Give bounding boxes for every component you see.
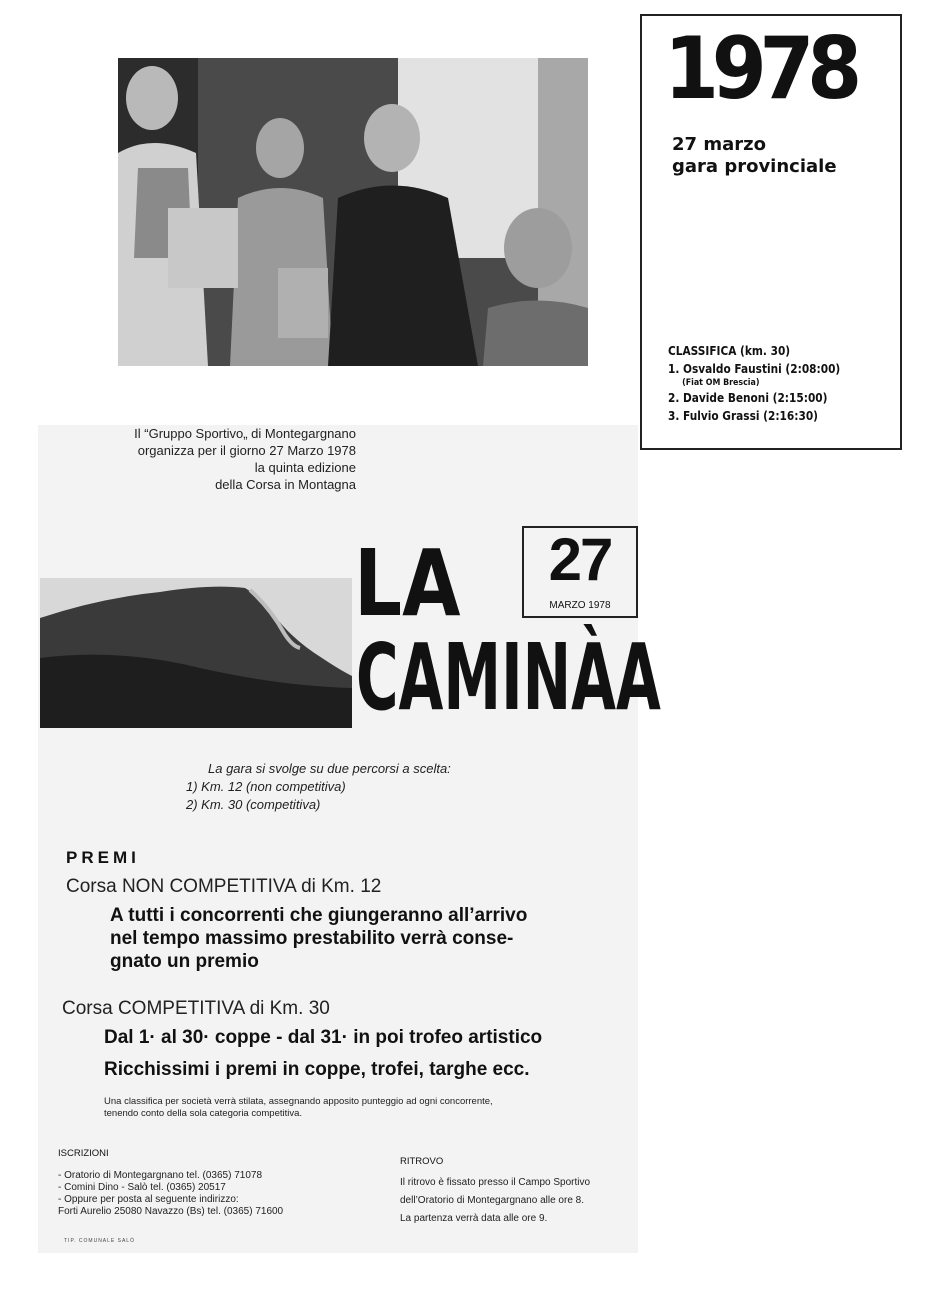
intro-line: Il “Gruppo Sportivo„ di Montegargnano bbox=[134, 426, 356, 441]
registration-item: - Oppure per posta al seguente indirizzo: bbox=[58, 1194, 239, 1205]
printer-credit: TIP. COMUNALE SALÒ bbox=[64, 1238, 135, 1244]
note-line: Una classifica per società verrà stilata, assegnando apposito punteggio ad ogni concorrente, bbox=[104, 1096, 493, 1107]
classifica-list bbox=[668, 342, 840, 425]
registration-item: - Comini Dino - Salò tel. (0365) 20517 bbox=[58, 1182, 226, 1193]
prizes-heading: PREMI bbox=[66, 848, 140, 867]
event-subtitle bbox=[672, 134, 837, 178]
body-line: nel tempo massimo prestabilito verrà conse- bbox=[110, 928, 514, 949]
meeting-line: La partenza verrà data alle ore 9. bbox=[400, 1213, 548, 1224]
body-line: gnato un premio bbox=[110, 951, 259, 972]
non-competitive-body bbox=[110, 904, 650, 973]
mountain-photo bbox=[40, 578, 352, 728]
year-heading: 1978 bbox=[664, 19, 855, 119]
event-type: gara provinciale bbox=[672, 156, 837, 177]
body-line: Ricchissimi i premi in coppe, trofei, targhe ecc. bbox=[104, 1059, 530, 1080]
date-month: MARZO 1978 bbox=[549, 600, 611, 611]
result-row: 2. Davide Benoni (2:15:00) bbox=[668, 391, 828, 405]
intro-line: organizza per il giorno 27 Marzo 1978 bbox=[137, 443, 356, 458]
result-row: 3. Fulvio Grassi (2:16:30) bbox=[668, 409, 819, 423]
title-line-1: LA bbox=[354, 530, 461, 637]
routes-heading: La gara si svolge su due percorsi a scelta: bbox=[208, 761, 451, 776]
meeting-line: dell’Oratorio di Montegargnano alle ore 8. bbox=[400, 1195, 584, 1206]
group-photo bbox=[118, 58, 588, 366]
note-line: tenendo conto della sola categoria competitiva. bbox=[104, 1108, 303, 1119]
route-item: 1) Km. 12 (non competitiva) bbox=[186, 779, 346, 794]
result-team: (Fiat OM Brescia) bbox=[682, 378, 760, 388]
route-item: 2) Km. 30 (competitiva) bbox=[186, 797, 321, 812]
meeting-heading: RITROVO bbox=[400, 1156, 444, 1167]
body-line: Dal 1· al 30· coppe - dal 31· in poi trofeo artistico bbox=[104, 1027, 543, 1048]
date-day: 27 bbox=[548, 526, 612, 593]
intro-line: la quinta edizione bbox=[254, 460, 356, 475]
registration-item: - Oratorio di Montegargnano tel. (0365) 71078 bbox=[58, 1170, 263, 1181]
event-date: 27 marzo bbox=[672, 134, 766, 155]
routes-info bbox=[186, 760, 451, 814]
body-line: A tutti i concorrenti che giungeranno all’arrivo bbox=[110, 905, 528, 926]
classifica-title: CLASSIFICA (km. 30) bbox=[668, 344, 791, 358]
registration-heading: ISCRIZIONI bbox=[58, 1148, 109, 1159]
competitive-heading: Corsa COMPETITIVA di Km. 30 bbox=[62, 998, 330, 1019]
title-line-2: CAMINÀA bbox=[356, 624, 661, 731]
registration-list bbox=[58, 1170, 283, 1218]
ranking-note bbox=[104, 1096, 493, 1120]
competitive-body bbox=[104, 1022, 542, 1086]
result-row: 1. Osvaldo Faustini (2:08:00) bbox=[668, 362, 841, 376]
registration-item: Forti Aurelio 25080 Navazzo (Bs) tel. (0365) 71600 bbox=[58, 1206, 284, 1217]
poster-intro bbox=[60, 425, 356, 493]
meeting-line: Il ritrovo è fissato presso il Campo Sportivo bbox=[400, 1177, 591, 1188]
intro-line: della Corsa in Montagna bbox=[215, 477, 356, 492]
non-competitive-heading: Corsa NON COMPETITIVA di Km. 12 bbox=[66, 876, 382, 897]
meeting-info bbox=[400, 1174, 590, 1228]
